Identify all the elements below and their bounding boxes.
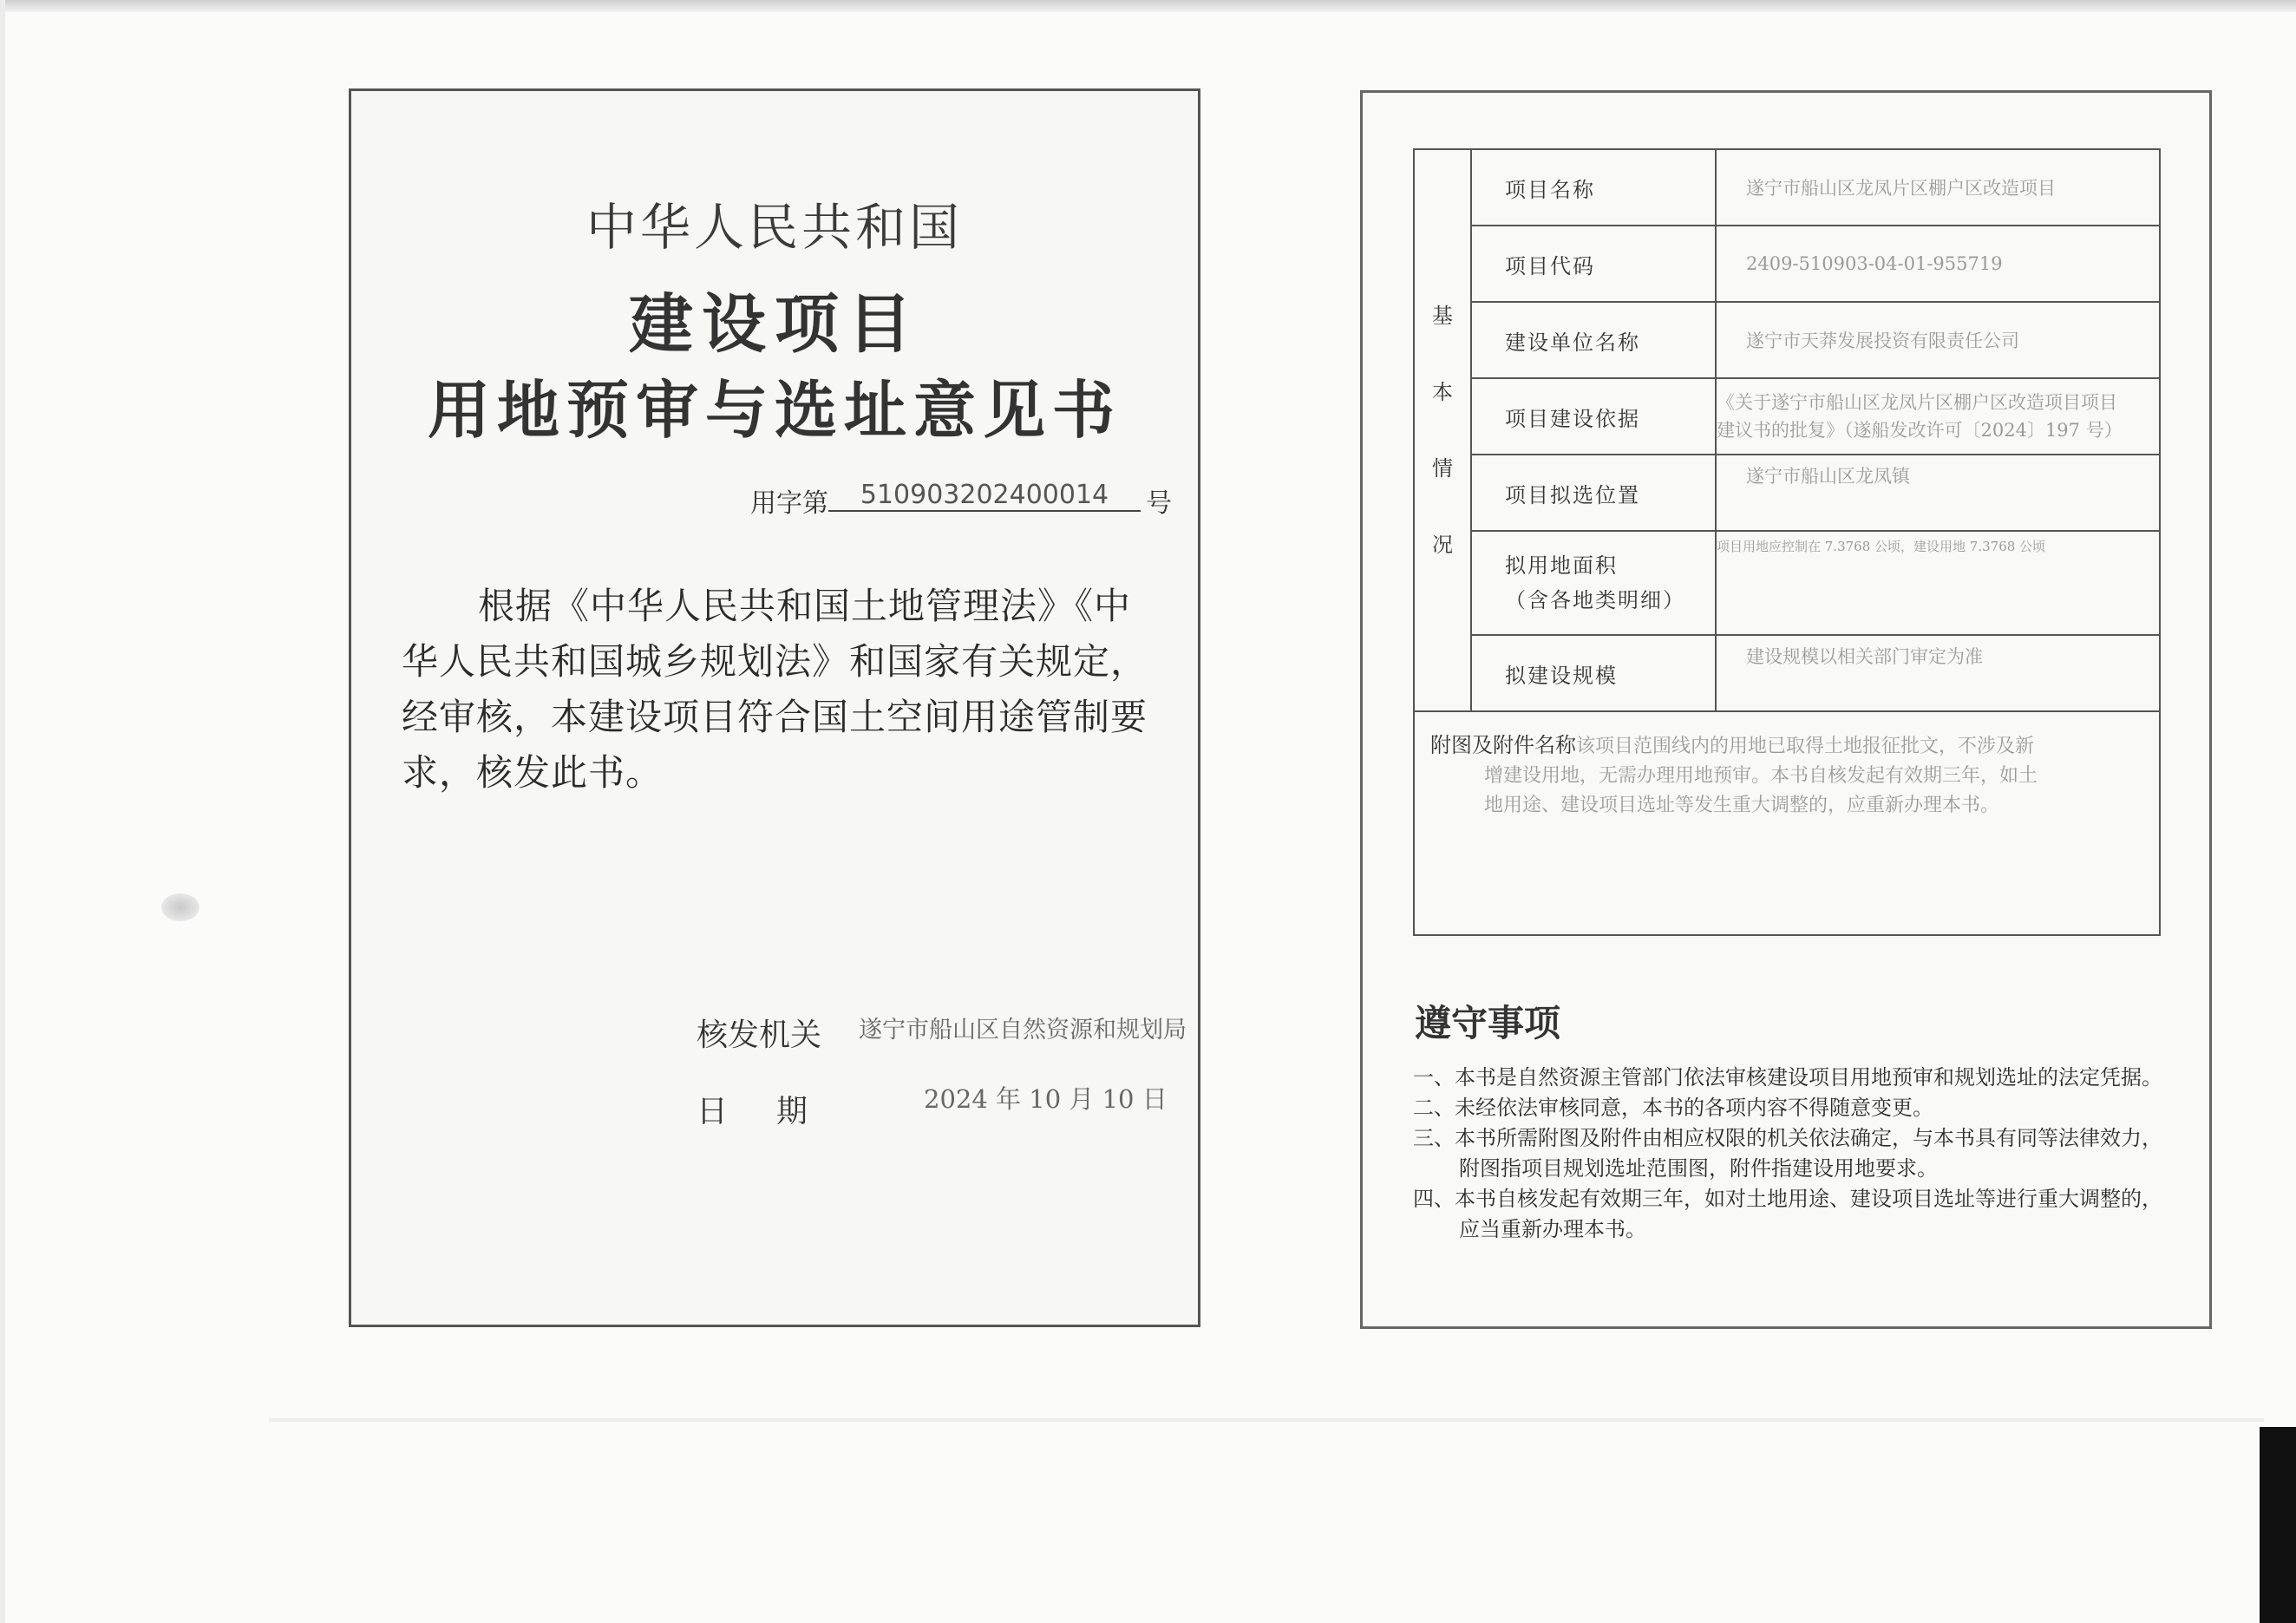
basic-info-side-label: 基 本 情 况 (1414, 149, 1471, 711)
issuer-value: 遂宁市船山区自然资源和规划局 (859, 1017, 1187, 1044)
scan-fold-line (269, 1418, 2264, 1422)
notes-list (1413, 1063, 2176, 1245)
row-value-scale: 建设规模以相关部门审定为准 (1716, 635, 2160, 711)
table-row (1414, 531, 2160, 635)
note-item: 四、本书自核发起有效期三年，如对土地用途、建设项目选址等进行重大调整的，应当重新办理本书。 (1413, 1187, 2162, 1241)
note-item: 三、本书所需附图及附件由相应权限的机关依法确定，与本书具有同等法律效力，附图指项目规划选址范围图，附件指建设用地要求。 (1413, 1126, 2162, 1181)
attachments-cell (1414, 711, 2160, 935)
certificate-detail-page (1360, 90, 2212, 1329)
row-label-project-name: 项目名称 (1471, 149, 1716, 226)
title-line-1: 建设项目 (629, 287, 920, 362)
table-row (1414, 302, 2160, 378)
table-row (1414, 149, 2160, 226)
row-label-basis: 项目建设依据 (1471, 378, 1716, 455)
date-label: 日期 (697, 1094, 857, 1129)
row-label-location: 项目拟选位置 (1471, 455, 1716, 531)
row-label-scale: 拟建设规模 (1471, 635, 1716, 711)
attachments-text-line-3: 地用途、建设项目选址等发生重大调整的，应重新办理本书。 (1484, 795, 2000, 816)
scan-black-bar (2260, 1427, 2296, 1623)
row-value-project-code: 2409-510903-04-01-955719 (1716, 226, 2160, 302)
permit-suffix: 号 (1146, 488, 1172, 519)
issuer-label: 核发机关 (697, 1018, 822, 1053)
basic-info-table (1413, 148, 2161, 936)
country-name: 中华人民共和国 (585, 198, 963, 257)
row-value-builder: 遂宁市天莽发展投资有限责任公司 (1716, 302, 2160, 378)
note-item: 一、本书是自然资源主管部门依法审核建设项目用地预审和规划选址的法定凭据。 (1413, 1065, 2162, 1090)
scan-blot-mark (161, 893, 200, 921)
row-label-project-code: 项目代码 (1471, 226, 1716, 302)
attachments-text-line-1: 该项目范围线内的用地已取得土地报征批文，不涉及新 (1576, 736, 2035, 757)
attachments-text-line-2: 增建设用地，无需办理用地预审。本书自核发起有效期三年，如土 (1484, 765, 2038, 787)
table-row (1414, 635, 2160, 711)
note-item: 二、未经依法审核同意，本书的各项内容不得随意变更。 (1413, 1096, 1933, 1120)
table-row (1414, 378, 2160, 455)
attachments-label: 附图及附件名称 (1430, 733, 1576, 757)
row-value-land-area: 项目用地应控制在 7.3768 公顷，建设用地 7.3768 公顷 (1716, 531, 2160, 635)
row-value-location: 遂宁市船山区龙凤镇 (1716, 455, 2160, 531)
scan-top-edge (0, 0, 2296, 12)
date-value: 2024 年 10 月 10 日 (924, 1084, 1168, 1114)
row-value-project-name: 遂宁市船山区龙凤片区棚户区改造项目 (1716, 149, 2160, 226)
scan-left-edge (0, 0, 5, 1623)
row-value-basis: 《关于遂宁市船山区龙凤片区棚户区改造项目项目 建议书的批复》（遂船发改许可〔2024〕197 号） (1716, 378, 2160, 455)
certificate-cover-page (349, 88, 1200, 1327)
table-row (1414, 226, 2160, 302)
table-row (1414, 711, 2160, 935)
row-label-builder: 建设单位名称 (1471, 302, 1716, 378)
row-label-land-area: 拟用地面积 （含各地类明细） (1471, 531, 1716, 635)
permit-prefix: 用字第 (750, 488, 828, 519)
notes-title: 遵守事项 (1415, 1002, 1561, 1044)
table-row (1414, 455, 2160, 531)
permit-number: 510903202400014 (828, 480, 1141, 512)
permit-number-line (750, 481, 1172, 520)
title-line-2: 用地预审与选址意见书 (427, 374, 1122, 447)
certificate-body-text: 根据《中华人民共和国土地管理法》《中华人民共和国城乡规划法》和国家有关规定，经审核，本建设项目符合国土空间用途管制要求，核发此书。 (402, 585, 1148, 794)
